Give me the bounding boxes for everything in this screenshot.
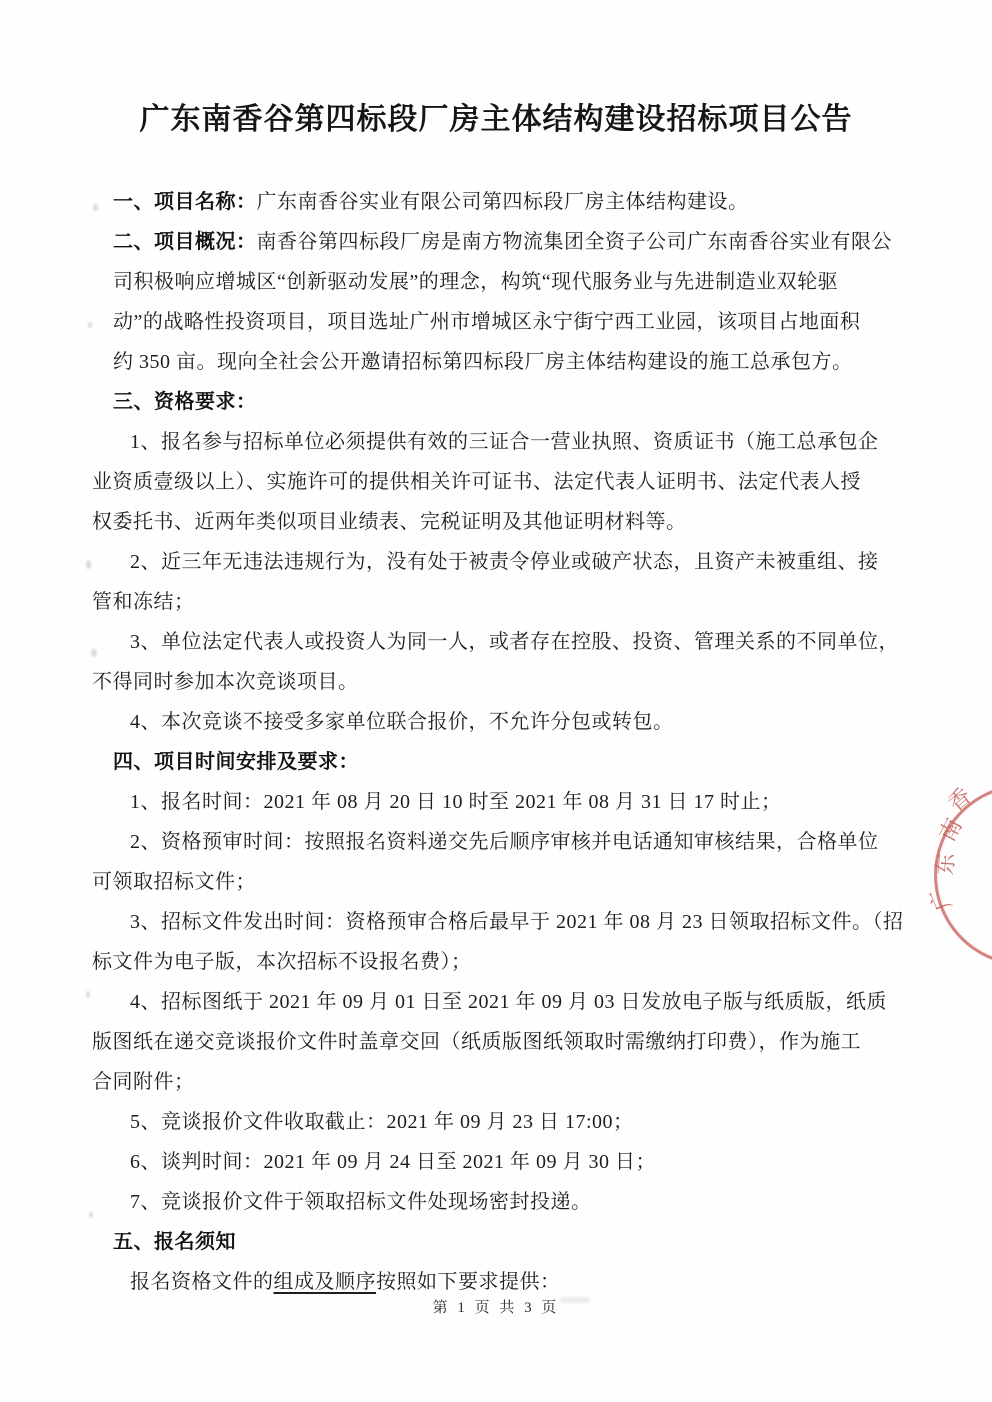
text-run: 4、招标图纸于 2021 年 09 月 01 日至 2021 年 09 月 03 日发放电子版与纸质版，纸质 bbox=[130, 991, 887, 1013]
text-run: 权委托书、近两年类似项目业绩表、完税证明及其他证明材料等。 bbox=[92, 511, 687, 533]
text-line bbox=[92, 422, 887, 462]
text-line bbox=[92, 462, 887, 502]
text-run: 标文件为电子版，本次招标不设报名费）； bbox=[92, 951, 472, 973]
text-run: 2、近三年无违法违规行为，没有处于被责令停业或破产状态，且资产未被重组、接 bbox=[130, 551, 879, 573]
text-line bbox=[92, 1062, 887, 1102]
text-line bbox=[92, 382, 887, 422]
text-run: 报名资格文件的 bbox=[130, 1271, 274, 1293]
company-seal-char: 香 bbox=[943, 782, 977, 817]
text-line bbox=[92, 1222, 887, 1262]
text-line bbox=[92, 942, 887, 982]
text-line bbox=[92, 262, 887, 302]
text-run: 业资质壹级以上）、实施许可的提供相关许可证书、法定代表人证明书、法定代表人授 bbox=[92, 471, 861, 493]
text-line bbox=[92, 502, 887, 542]
text-run: 6、谈判时间：2021 年 09 月 24 日至 2021 年 09 月 30 日； bbox=[130, 1151, 656, 1173]
document-body bbox=[92, 182, 904, 1302]
text-line bbox=[92, 822, 887, 862]
text-run-bold: 三、资格要求： bbox=[113, 391, 257, 413]
scan-noise-speck bbox=[93, 204, 98, 211]
text-run: 5、竞谈报价文件收取截止：2021 年 09 月 23 日 17:00； bbox=[130, 1111, 634, 1133]
text-run: 约 350 亩。现向全社会公开邀请招标第四标段厂房主体结构建设的施工总承包方。 bbox=[113, 351, 853, 373]
text-line bbox=[92, 182, 887, 222]
text-run: 合同附件； bbox=[92, 1071, 195, 1093]
text-run: 司积极响应增城区“创新驱动发展”的理念，构筑“现代服务业与先进制造业双轮驱 bbox=[113, 271, 839, 293]
text-run-bold: 四、项目时间安排及要求： bbox=[113, 751, 359, 773]
page-number: 第 1 页 共 3 页 bbox=[432, 1300, 560, 1316]
text-run: 1、报名参与招标单位必须提供有效的三证合一营业执照、资质证书（施工总承包企 bbox=[130, 431, 879, 453]
text-run: 按照如下要求提供： bbox=[376, 1271, 561, 1293]
text-line bbox=[92, 742, 887, 782]
text-run: 3、单位法定代表人或投资人为同一人，或者存在控股、投资、管理关系的不同单位， bbox=[130, 631, 899, 653]
text-run-bold: 五、报名须知 bbox=[113, 1231, 236, 1253]
text-run: 1、报名时间：2021 年 08 月 20 日 10 时至 2021 年 08 月 31 日 17 时止； bbox=[130, 791, 782, 813]
text-run-bold: 二、项目概况： bbox=[113, 231, 257, 253]
text-run: 2、资格预审时间：按照报名资料递交先后顺序审核并电话通知审核结果，合格单位 bbox=[130, 831, 879, 853]
text-run: 4、本次竞谈不接受多家单位联合报价，不允许分包或转包。 bbox=[130, 711, 674, 733]
text-line bbox=[92, 1142, 887, 1182]
text-line bbox=[92, 862, 887, 902]
text-run: 3、招标文件发出时间：资格预审合格后最早于 2021 年 08 月 23 日领取招标文件。（招 bbox=[130, 911, 904, 933]
scan-noise-speck bbox=[86, 560, 91, 569]
scan-noise-speck bbox=[560, 1297, 590, 1303]
text-line bbox=[92, 982, 887, 1022]
document-title: 广东南香谷第四标段厂房主体结构建设招标项目公告 bbox=[139, 103, 853, 136]
text-line bbox=[92, 1102, 887, 1142]
text-run-underline: 组成及顺序 bbox=[273, 1271, 376, 1293]
text-line bbox=[92, 902, 904, 942]
text-run: 南香谷第四标段厂房是南方物流集团全资子公司广东南香谷实业有限公 bbox=[256, 231, 892, 253]
text-run: 广东南香谷实业有限公司第四标段厂房主体结构建设。 bbox=[256, 191, 749, 213]
text-run: 可领取招标文件； bbox=[92, 871, 256, 893]
text-run: 版图纸在递交竞谈报价文件时盖章交回（纸质版图纸领取时需缴纳打印费），作为施工 bbox=[92, 1031, 861, 1053]
company-seal-char: 南 bbox=[934, 814, 967, 846]
text-run: 管和冻结； bbox=[92, 591, 195, 613]
text-line bbox=[92, 342, 887, 382]
scan-noise-speck bbox=[88, 322, 92, 328]
company-seal-char: 东 bbox=[932, 852, 959, 876]
scan-noise-speck bbox=[89, 1212, 93, 1218]
scan-noise-speck bbox=[91, 649, 97, 657]
text-line bbox=[92, 782, 887, 822]
text-line bbox=[92, 622, 899, 662]
text-line bbox=[92, 582, 887, 622]
text-line bbox=[92, 702, 887, 742]
text-line bbox=[92, 662, 887, 702]
text-run: 7、竞谈报价文件于领取招标文件处现场密封投递。 bbox=[130, 1191, 592, 1213]
text-line bbox=[92, 1022, 887, 1062]
text-line bbox=[92, 1182, 887, 1222]
company-seal-char: 广 bbox=[924, 884, 957, 915]
text-run: 动”的战略性投资项目，项目选址广州市增城区永宁街宁西工业园，该项目占地面积 bbox=[113, 311, 861, 333]
text-run-bold: 一、项目名称： bbox=[113, 191, 257, 213]
scan-noise-speck bbox=[86, 991, 90, 998]
text-line bbox=[92, 222, 892, 262]
text-line bbox=[92, 542, 887, 582]
text-run: 不得同时参加本次竞谈项目。 bbox=[92, 671, 359, 693]
text-line bbox=[92, 302, 887, 342]
